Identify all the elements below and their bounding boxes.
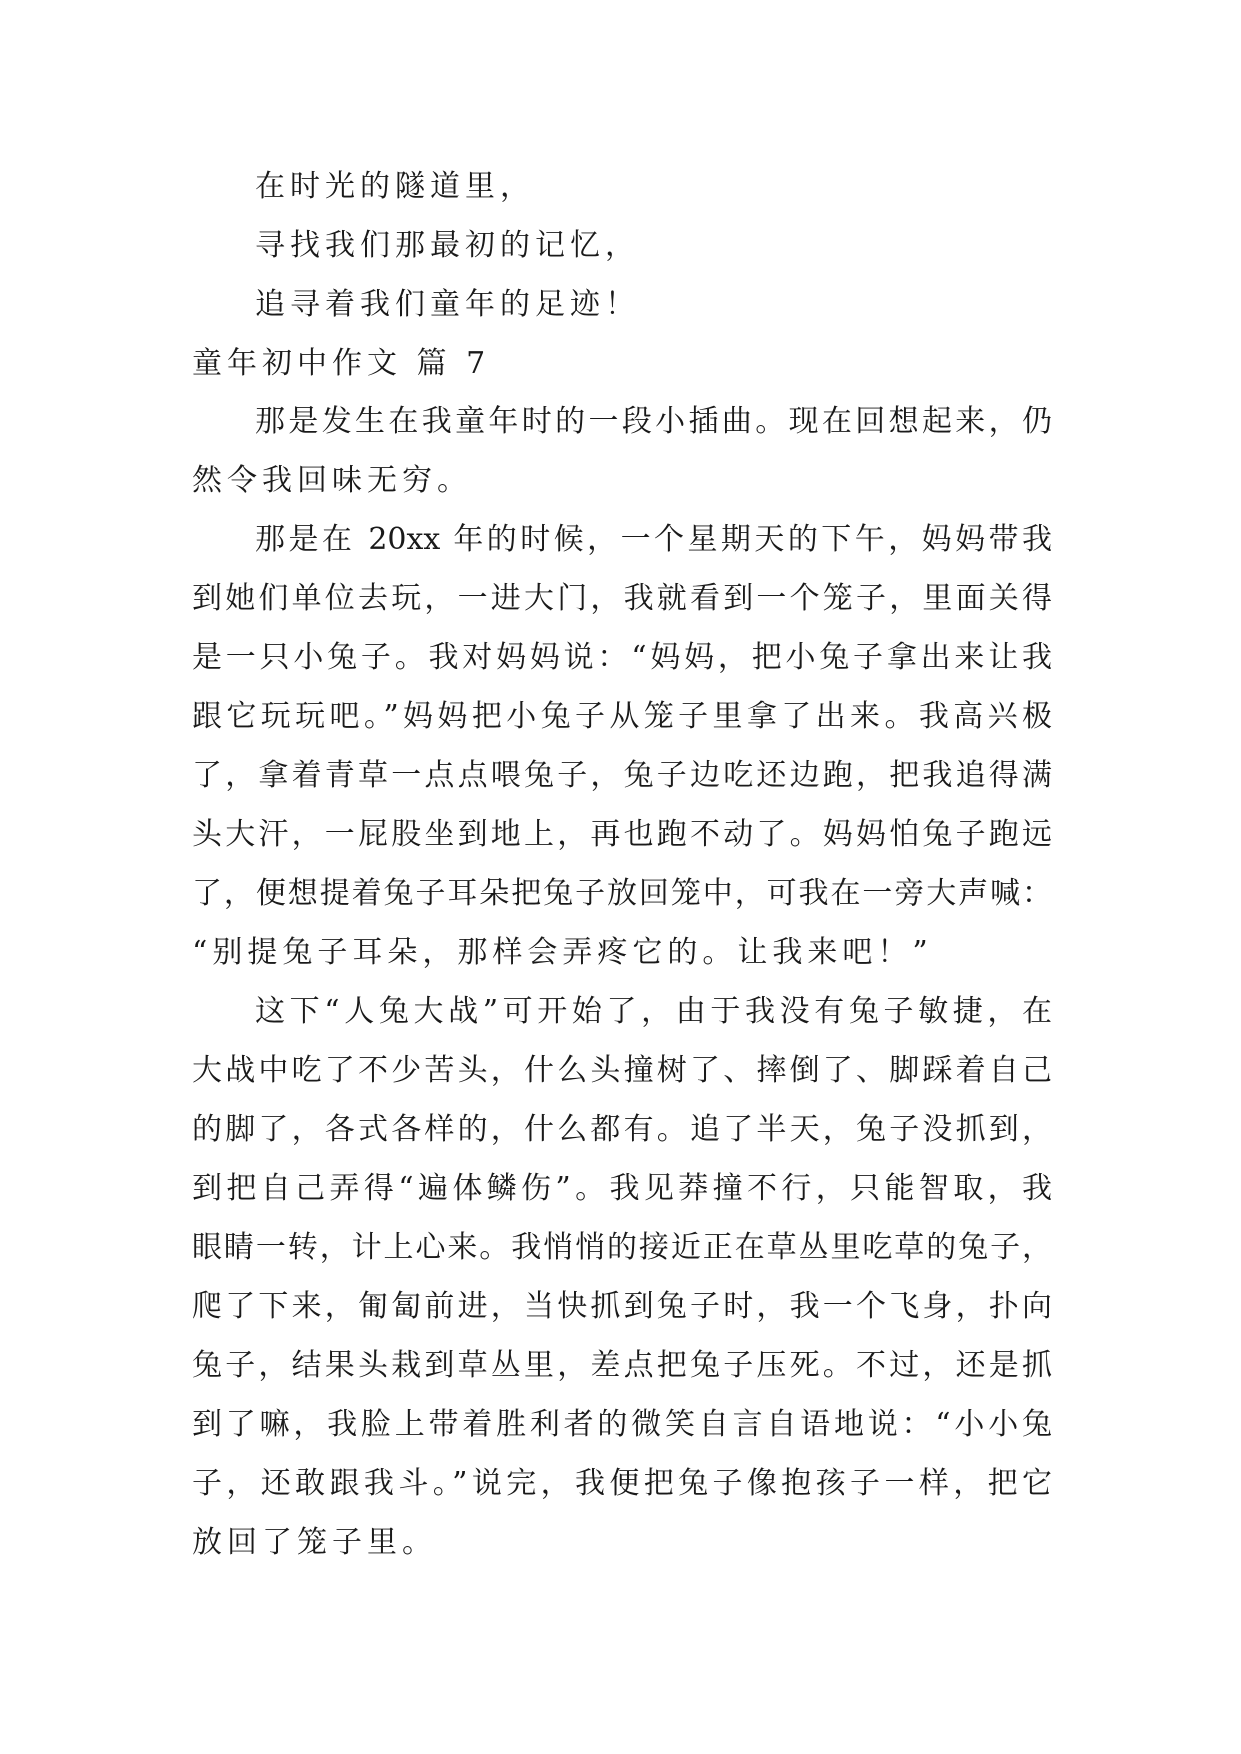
paragraph-line: 那是在 20xx 年的时候，一个星期天的下午，妈妈带我 <box>255 522 1052 557</box>
paragraph-line: 了，拿着青草一点点喂兔子，兔子边吃还边跑，把我追得满 <box>192 758 1052 793</box>
poem-line: 寻找我们那最初的记忆， <box>255 228 640 263</box>
paragraph-line: 头大汗，一屁股坐到地上，再也跑不动了。妈妈怕兔子跑远 <box>192 817 1052 852</box>
paragraph-line: 到了嘛，我脸上带着胜利者的微笑自言自语地说：“小小兔 <box>192 1407 1052 1442</box>
paragraph-line: 那是发生在我童年时的一段小插曲。现在回想起来，仍 <box>255 404 1052 439</box>
paragraph-line: 眼睛一转，计上心来。我悄悄的接近正在草丛里吃草的兔子， <box>192 1230 1052 1265</box>
poem-line: 追寻着我们童年的足迹！ <box>255 287 640 322</box>
paragraph-line: “别提兔子耳朵，那样会弄疼它的。让我来吧！” <box>192 935 933 970</box>
paragraph-line: 然令我回味无穷。 <box>192 463 472 498</box>
poem-line: 在时光的隧道里， <box>255 169 535 204</box>
paragraph-line: 是一只小兔子。我对妈妈说：“妈妈，把小兔子拿出来让我 <box>192 640 1052 675</box>
paragraph-line: 爬了下来，匍匐前进，当快抓到兔子时，我一个飞身，扑向 <box>192 1289 1052 1324</box>
paragraph-line: 到她们单位去玩，一进大门，我就看到一个笼子，里面关得 <box>192 581 1052 616</box>
paragraph-line: 兔子，结果头栽到草丛里，差点把兔子压死。不过，还是抓 <box>192 1348 1052 1383</box>
paragraph-line: 放回了笼子里。 <box>192 1525 437 1560</box>
paragraph-line: 大战中吃了不少苦头，什么头撞树了、摔倒了、脚踩着自己 <box>192 1053 1052 1088</box>
paragraph-line: 到把自己弄得“遍体鳞伤”。我见莽撞不行，只能智取，我 <box>192 1171 1052 1206</box>
section-title: 童年初中作文 篇 7 <box>192 346 491 381</box>
paragraph-line: 的脚了，各式各样的，什么都有。追了半天，兔子没抓到， <box>192 1112 1052 1147</box>
paragraph-line: 跟它玩玩吧。”妈妈把小兔子从笼子里拿了出来。我高兴极 <box>192 699 1052 734</box>
paragraph-line: 这下“人兔大战”可开始了，由于我没有兔子敏捷，在 <box>255 994 1052 1029</box>
paragraph-line: 了，便想提着兔子耳朵把兔子放回笼中，可我在一旁大声喊： <box>192 876 1052 911</box>
paragraph-line: 子，还敢跟我斗。”说完，我便把兔子像抱孩子一样，把它 <box>192 1466 1052 1501</box>
